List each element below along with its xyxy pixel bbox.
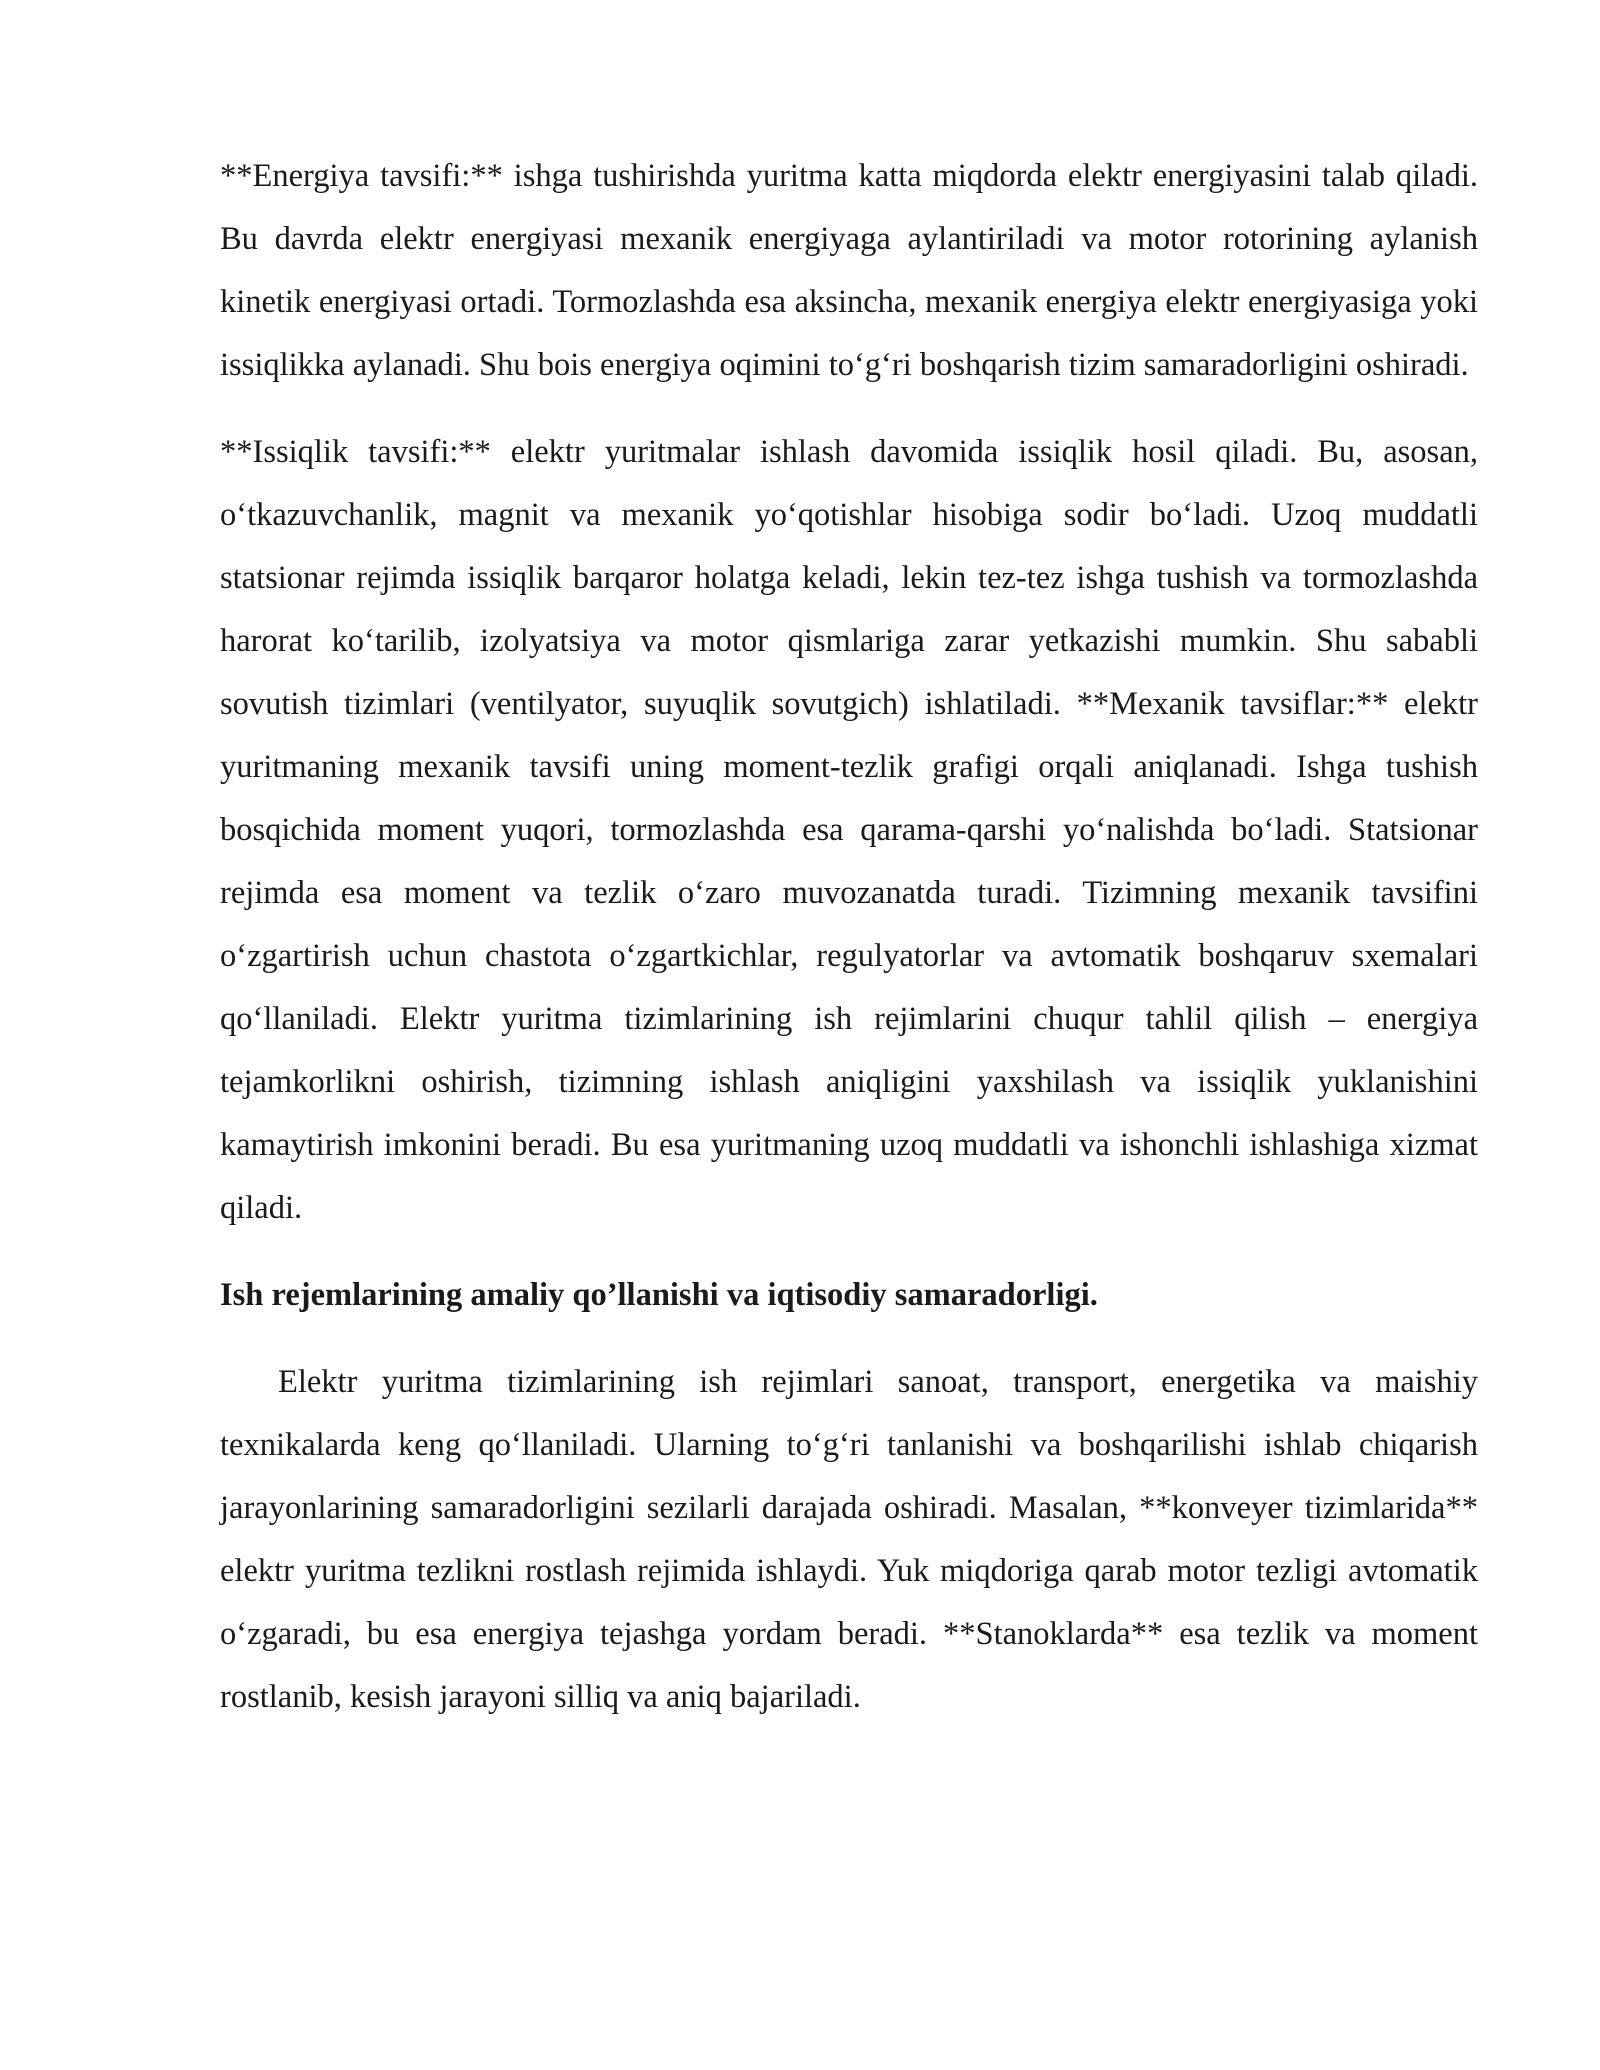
document-page: [220, 145, 1478, 1729]
paragraph-heat-mechanical: **Issiqlik tavsifi:** elektr yuritmalar ishlash davomida issiqlik hosil qiladi. Bu, asosan, o‘tkazuvchanlik, magnit va mexanik yo‘qotishlar hisobiga sodir bo‘ladi. Uzoq muddatli statsionar rejimda issiqlik barqaror holatga keladi, lekin tez-tez ishga tushish va tormozlashda harorat ko‘tarilib, izolyatsiya va motor qismlariga zarar yetkazishi mumkin. Shu sababli sovutish tizimlari (ventilyator, suyuqlik sovutgich) ishlatiladi. **Mexanik tavsiflar:** elektr yuritmaning mexanik tavsifi uning moment-tezlik grafigi orqali aniqlanadi. Ishga tushish bosqichida moment yuqori, tormozlashda esa qarama-qarshi yo‘nalishda bo‘ladi. Statsionar rejimda esa moment va tezlik o‘zaro muvozanatda turadi. Tizimning mexanik tavsifini o‘zgartirish uchun chastota o‘zgartkichlar, regulyatorlar va avtomatik boshqaruv sxemalari qo‘llaniladi. Elektr yuritma tizimlarining ish rejimlarini chuqur tahlil qilish – energiya tejamkorlikni oshirish, tizimning ishlash aniqligini yaxshilash va issiqlik yuklanishini kamaytirish imkonini beradi. Bu esa yuritmaning uzoq muddatli va ishonchli ishlashiga xizmat qiladi.: [220, 434, 1478, 1226]
paragraph-energy: **Energiya tavsifi:** ishga tushirishda yuritma katta miqdorda elektr energiyasini talab qiladi. Bu davrda elektr energiyasi mexanik energiyaga aylantiriladi va motor rotorining aylanish kinetik energiyasi ortadi. Tormozlashda esa aksincha, mexanik energiya elektr energiyasiga yoki issiqlikka aylanadi. Shu bois energiya oqimini to‘g‘ri boshqarish tizim samaradorligini oshiradi.: [220, 158, 1478, 383]
section-heading: Ish rejemlarining amaliy qo’llanishi va iqtisodiy samaradorligi.: [220, 1277, 1098, 1313]
paragraph-application: Elektr yuritma tizimlarining ish rejimlari sanoat, transport, energetika va maishiy texnikalarda keng qo‘llaniladi. Ularning to‘g‘ri tanlanishi va boshqarilishi ishlab chiqarish jarayonlarining samaradorligini sezilarli darajada oshiradi. Masalan, **konveyer tizimlarida** elektr yuritma tezlikni rostlash rejimida ishlaydi. Yuk miqdoriga qarab motor tezligi avtomatik o‘zgaradi, bu esa energiya tejashga yordam beradi. **Stanoklarda** esa tezlik va moment rostlanib, kesish jarayoni silliq va aniq bajariladi.: [220, 1364, 1478, 1715]
